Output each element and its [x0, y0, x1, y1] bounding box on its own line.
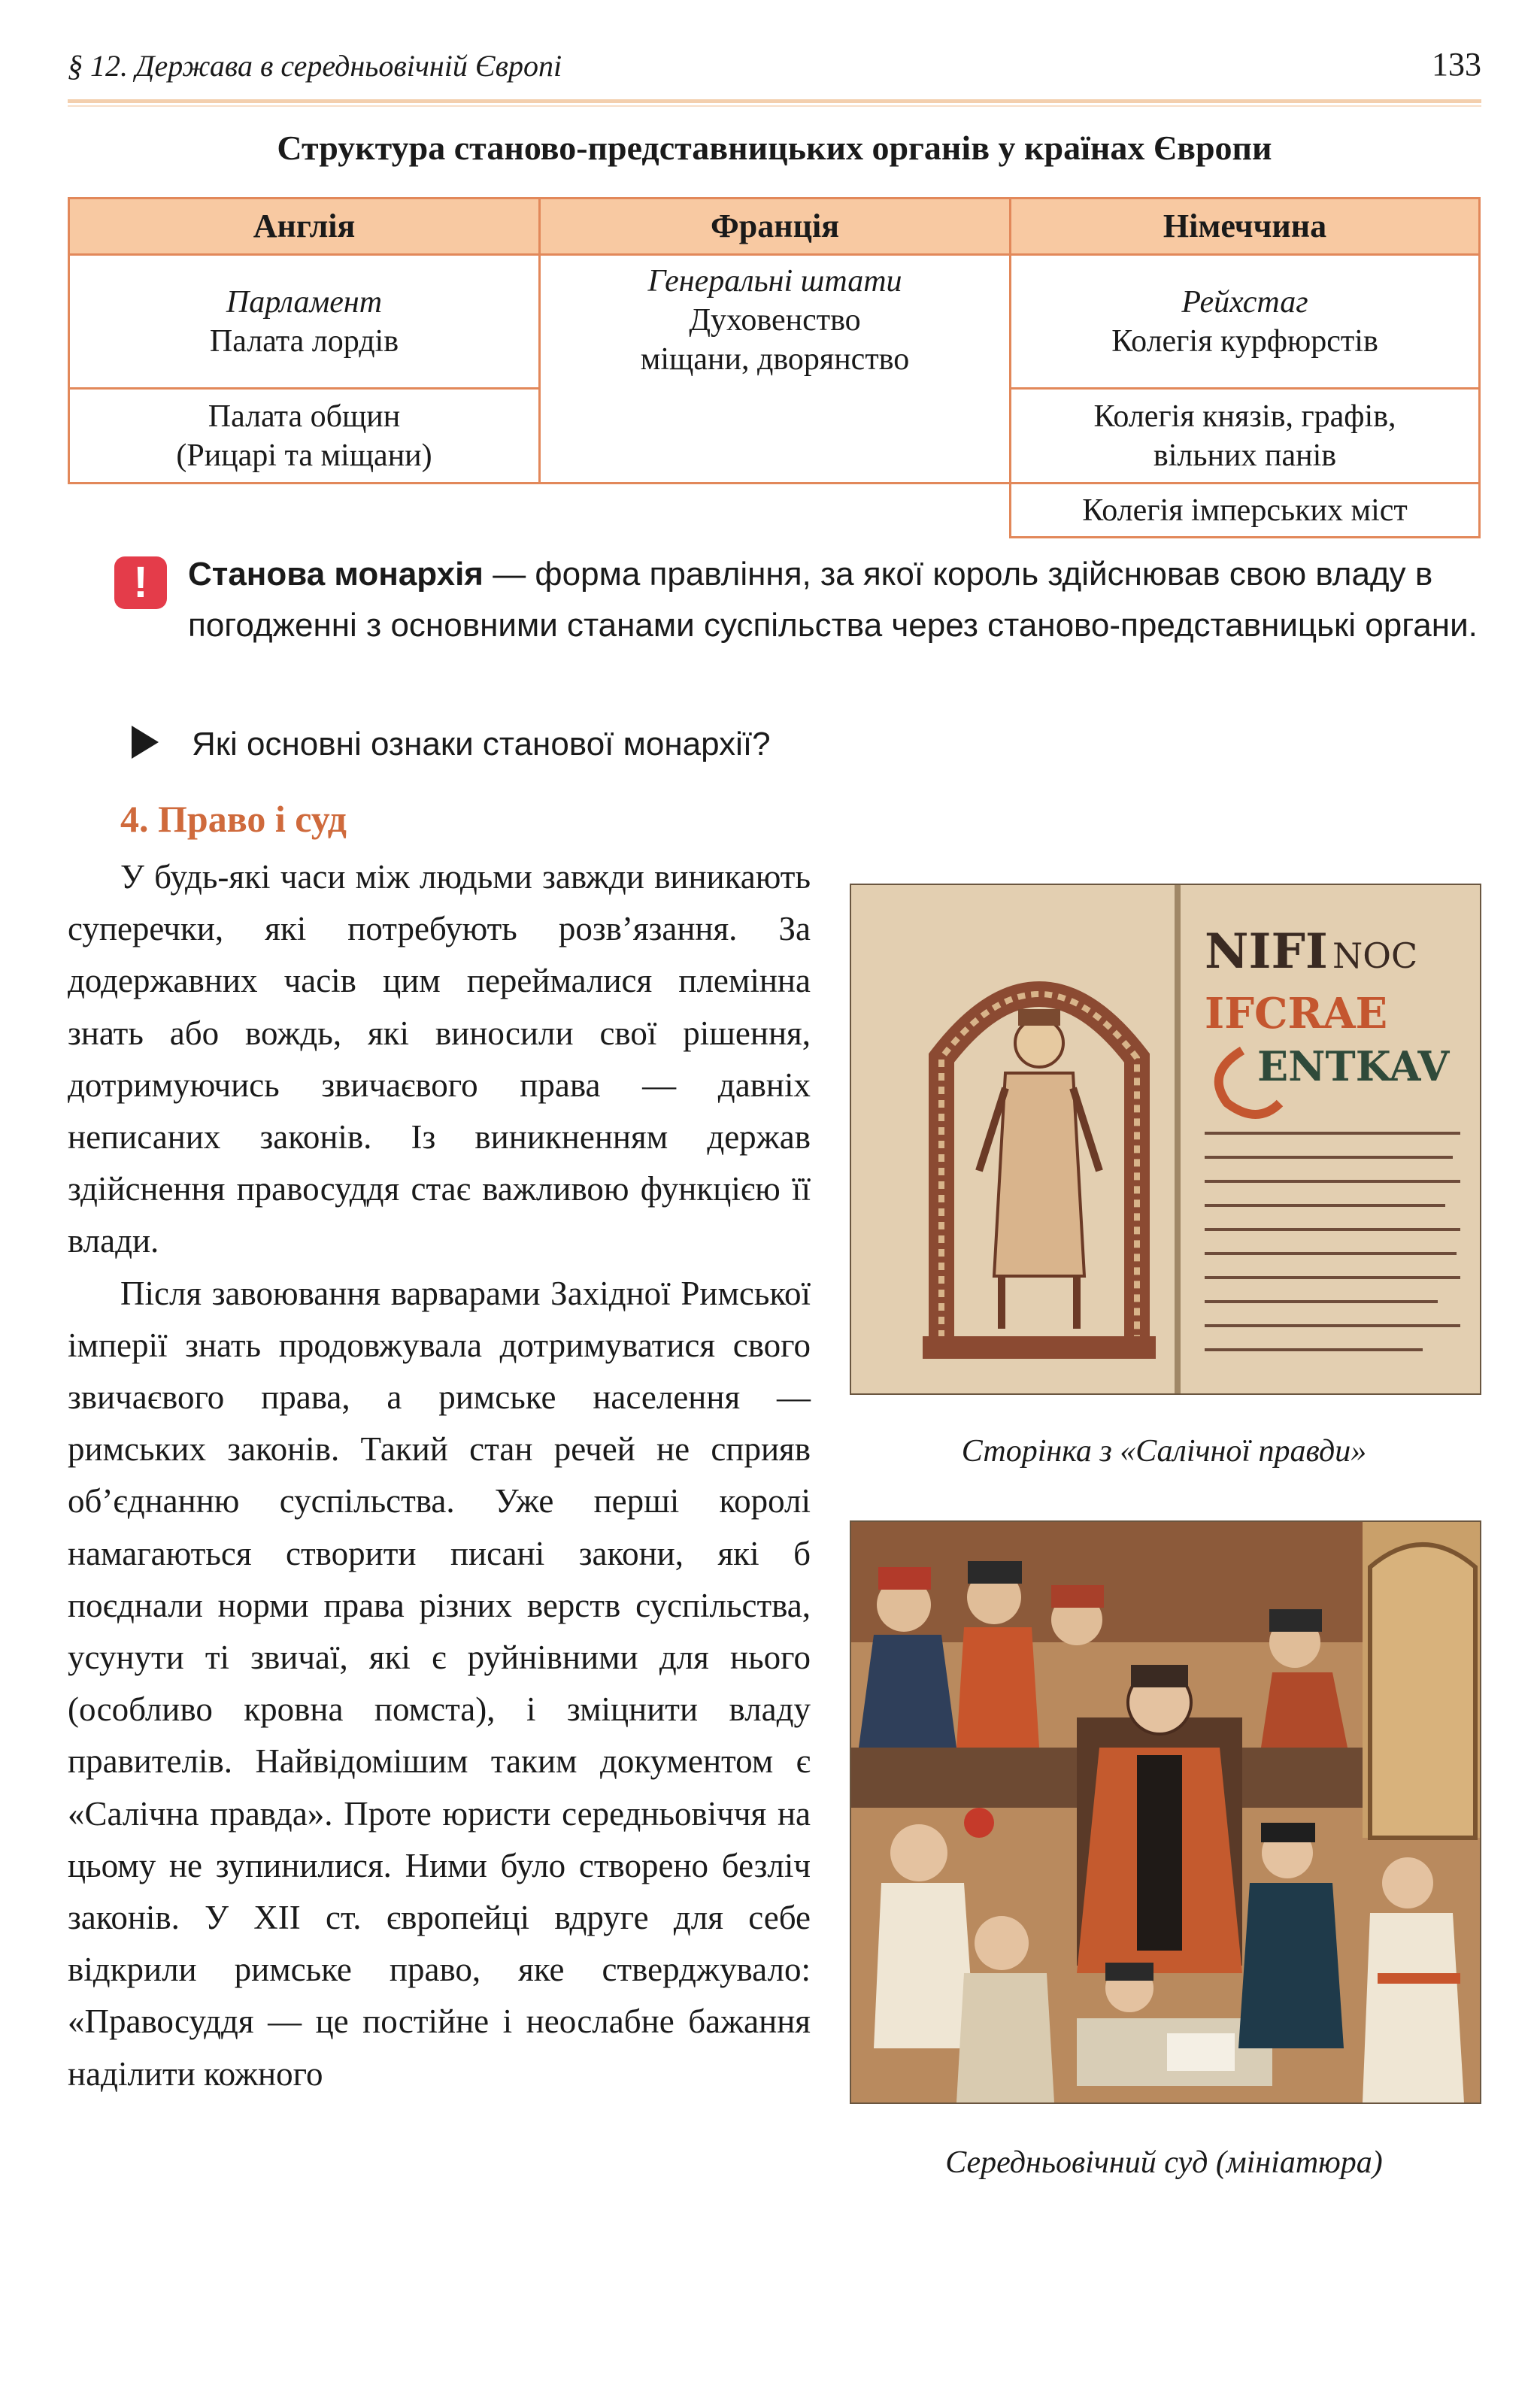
figure-caption: Сторінка з «Салічної правди» [961, 1434, 1367, 1469]
france-estate-line1: Духовенство [689, 303, 861, 338]
play-triangle-icon [132, 726, 159, 759]
estate-bodies-table [68, 197, 1481, 538]
germany-college-princes-line1: Колегія князів, графів, [1093, 399, 1396, 434]
medieval-court-miniature-image [850, 1520, 1481, 2104]
england-commons-members: (Рицарі та міщани) [176, 438, 432, 473]
court-miniature-illustration [851, 1522, 1480, 2102]
france-estates-cell [540, 255, 1011, 484]
empty-cell [540, 484, 1011, 538]
england-parliament-cell [69, 255, 540, 389]
germany-princes-cell [1011, 389, 1480, 484]
germany-imperial-cities-cell: Колегія імперських міст [1011, 484, 1480, 538]
france-body-name: Генеральні штати [647, 264, 902, 299]
svg-text:IFCRAE: IFCRAE [1205, 989, 1388, 1038]
germany-college-princes-line2: вільних панів [1153, 438, 1337, 473]
page-header [68, 38, 1481, 105]
england-chamber-lords: Палата лордів [209, 323, 399, 359]
table-row [69, 255, 1480, 389]
column-header-germany: Німеччина [1011, 199, 1480, 255]
germany-college-electors: Колегія курфюрстів [1111, 323, 1378, 359]
header-rule [68, 99, 1481, 103]
empty-cell [69, 484, 540, 538]
paragraph: Після завоювання варварами Західної Римської імперії знать продовжувала дотримуватися свого звичаєвого права, а римське населення — римських законів. Такий стан речей не сприяв об’єднанню суспільства. Уже перші королі намагаються створити писані закони, які б поєднали норми права різних верств суспільства, усунути ті звичаї, які є руйнівними для нього (особливо кровна помста), і зміцнити владу правителів. Найвідомішим таким документом є «Салічна правда». Проте юристи середньовіччя на цьому не зупинилися. Ними було створено безліч законів. У XII ст. європейці вдруге для себе відкрили римське право, яке стверджувало: «Правосуддя — це постійне і неослабне бажання наділити кожного [68, 1274, 811, 2093]
svg-text:NOC: NOC [1332, 935, 1418, 976]
figure-caption: Середньовічний суд (мініатюра) [945, 2145, 1383, 2180]
definition-term: Станова монархія [188, 556, 484, 593]
definition-block [188, 549, 1481, 651]
germany-body-name: Рейхстаг [1181, 284, 1308, 320]
exclamation-icon: ! [114, 556, 167, 609]
france-estate-line2: міщани, дворянство [640, 342, 910, 377]
germany-reichstag-cell [1011, 255, 1480, 389]
england-chamber-commons: Палата общин [208, 399, 401, 434]
review-question: Які основні ознаки станової монархії? [192, 726, 771, 762]
header-rule-secondary [68, 105, 1481, 107]
chapter-title: § 12. Держава в середньовічній Європі [68, 49, 562, 83]
table-title: Структура станово-представницьких органів у країнах Європи [277, 129, 1272, 167]
column-header-france: Франція [540, 199, 1011, 255]
table-header-row [69, 199, 1480, 255]
definition-text: — форма правління, за якої король здійснював свою владу в погодженні з основними станами суспільства через станово-представницькі органи. [188, 556, 1478, 644]
salic-law-manuscript-image [850, 884, 1481, 1395]
england-commons-cell [69, 389, 540, 484]
section-body [68, 851, 811, 2100]
paragraph: У будь-які часи між людьми завжди виникають суперечки, які потребують розв’язання. За додержавних часів цим переймалися племінна знать або вождь, які виносили свої рішення, дотримуючись звичаєвого права — давніх неписаних законів. Із виникненням держав здійснення правосуддя стає важливою функцією її влади. [68, 858, 811, 1260]
column-header-england: Англія [69, 199, 540, 255]
manuscript-illustration [851, 885, 1480, 1393]
svg-text:NIFI: NIFI [1205, 923, 1328, 980]
section-title: 4. Право і суд [120, 798, 347, 840]
page-number: 133 [1432, 46, 1481, 83]
england-body-name: Парламент [226, 284, 383, 320]
question-row [124, 718, 1478, 771]
table-row [69, 484, 1480, 538]
svg-text:ENTKAV: ENTKAV [1257, 1042, 1450, 1090]
